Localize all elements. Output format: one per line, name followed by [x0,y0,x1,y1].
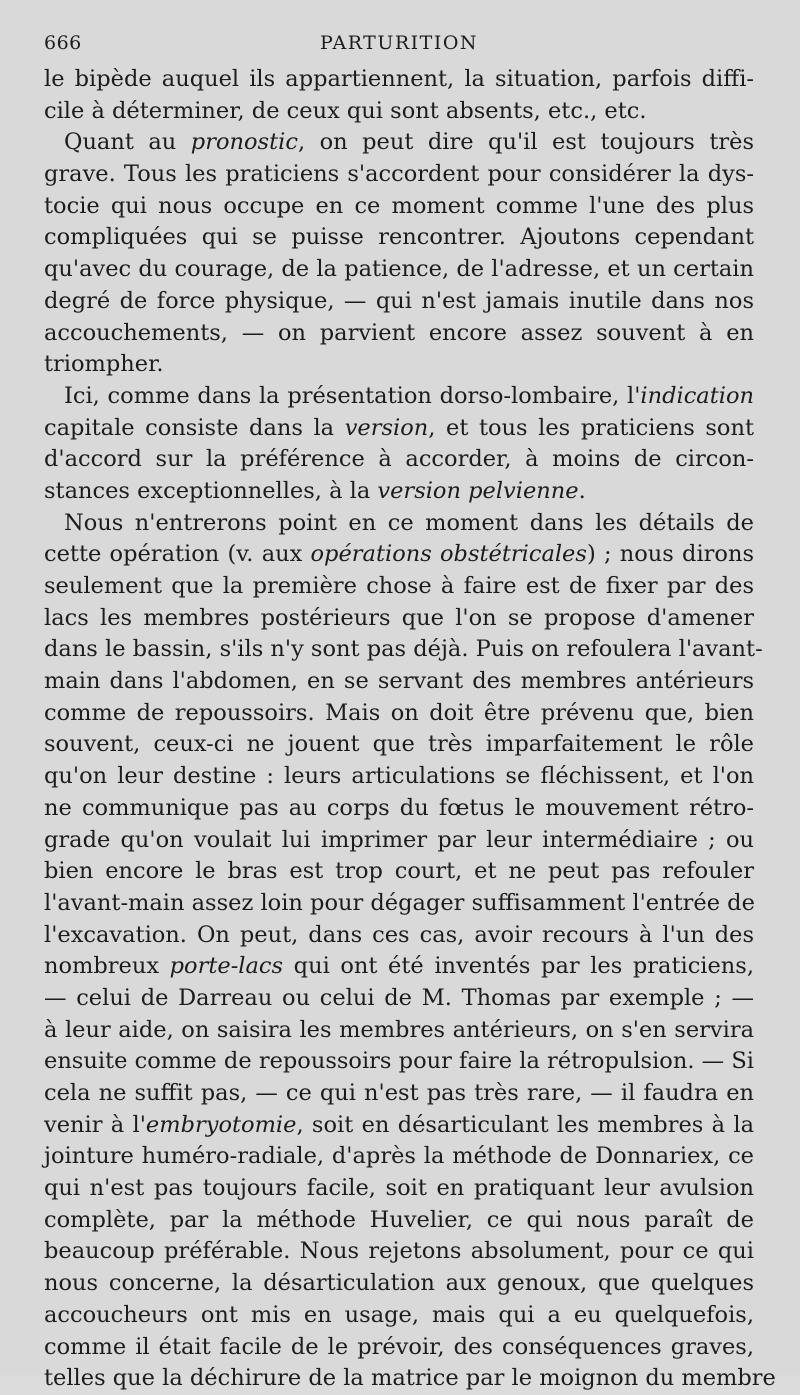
page-number: 666 [44,32,82,54]
text-line: Ici, comme dans la présentation dorso-lombaire, l'indication [64,382,754,409]
text-line: nombreux porte-lacs qui ont été inventés par les praticiens, [44,953,754,980]
running-title: PARTURITION [319,32,479,54]
text-line: Nous n'entrerons point en ce moment dans les détails de [64,509,754,536]
text-line: comme de repoussoirs. Mais on doit être prévenu que, bien [44,699,754,726]
text-line: venir à l'embryotomie, soit en désarticulant les membres à la [44,1111,754,1138]
text-line: ne communique pas au corps du fœtus le mouvement rétro- [44,794,754,821]
text-line: grave. Tous les praticiens s'accordent pour considérer la dys- [44,161,754,188]
text-line: beaucoup préférable. Nous rejetons absolument, pour ce qui [44,1238,754,1265]
text-line: souvent, ceux-ci ne jouent que très imparfaitement le rôle [44,731,754,758]
text-line: accouchements, — on parvient encore assez souvent à en [44,319,754,346]
text-line: grade qu'on voulait lui imprimer par leur intermédiaire ; ou [44,826,754,853]
text-line: bien encore le bras est trop court, et ne peut pas refouler [44,858,754,885]
text-line: jointure huméro-radiale, d'après la méthode de Donnariex, ce [44,1143,754,1170]
text-line: dans le bassin, s'ils n'y sont pas déjà. Puis on refoulera l'avant- [44,636,763,663]
text-line: le bipède auquel ils appartiennent, la situation, parfois diffi- [44,66,754,92]
text-line: cela ne suffit pas, — ce qui n'est pas très rare, — il faudra en [44,1080,754,1106]
text-line: accoucheurs ont mis en usage, mais qui a eu quelquefois, [44,1301,754,1328]
text-line: — celui de Darreau ou celui de M. Thomas par exemple ; — [44,984,754,1011]
text-line: l'excavation. On peut, dans ces cas, avoir recours à l'un des [44,921,754,948]
text-line: cile à déterminer, de ceux qui sont absents, etc., etc. [44,97,647,124]
text-line: ensuite comme de repoussoirs pour faire la rétropulsion. — Si [44,1048,754,1075]
body-text [44,64,776,1395]
text-line: l'avant-main assez loin pour dégager suffisamment l'entrée de [44,889,755,916]
text-line: capitale consiste dans la version, et tous les praticiens sont [44,414,754,441]
text-line: qui n'est pas toujours facile, soit en pratiquant leur avulsion [44,1175,754,1202]
text-line: nous concerne, la désarticulation aux genoux, que quelques [44,1270,754,1297]
text-line: d'accord sur la préférence à accorder, à moins de circon- [44,446,754,473]
text-line: complète, par la méthode Huvelier, ce qui nous paraît de [44,1206,754,1233]
text-line: qu'on leur destine : leurs articulations se fléchissent, et l'on [44,763,754,790]
text-line: à leur aide, on saisira les membres antérieurs, on s'en servira [44,1016,754,1043]
text-line: compliquées qui se puisse rencontrer. Ajoutons cependant [44,224,754,251]
text-line: tocie qui nous occupe en ce moment comme l'une des plus [44,192,754,219]
text-line: telles que la déchirure de la matrice par le moignon du membre [44,1365,776,1392]
text-line: lacs les membres postérieurs que l'on se propose d'amener [44,604,754,631]
text-line: triompher. [44,351,164,378]
text-line: comme il était facile de le prévoir, des conséquences graves, [44,1333,754,1360]
text-line: seulement que la première chose à faire est de fixer par des [44,573,754,599]
running-head [44,28,754,64]
text-line: stances exceptionnelles, à la version pelvienne. [44,477,586,504]
text-line: degré de force physique, — qui n'est jamais inutile dans nos [44,287,754,314]
text-line: Quant au pronostic, on peut dire qu'il est toujours très [64,129,754,156]
text-line: main dans l'abdomen, en se servant des membres antérieurs [44,668,754,695]
text-line: qu'avec du courage, de la patience, de l'adresse, et un certain [44,256,754,283]
text-line: cette opération (v. aux opérations obstétricales) ; nous dirons [44,541,754,568]
